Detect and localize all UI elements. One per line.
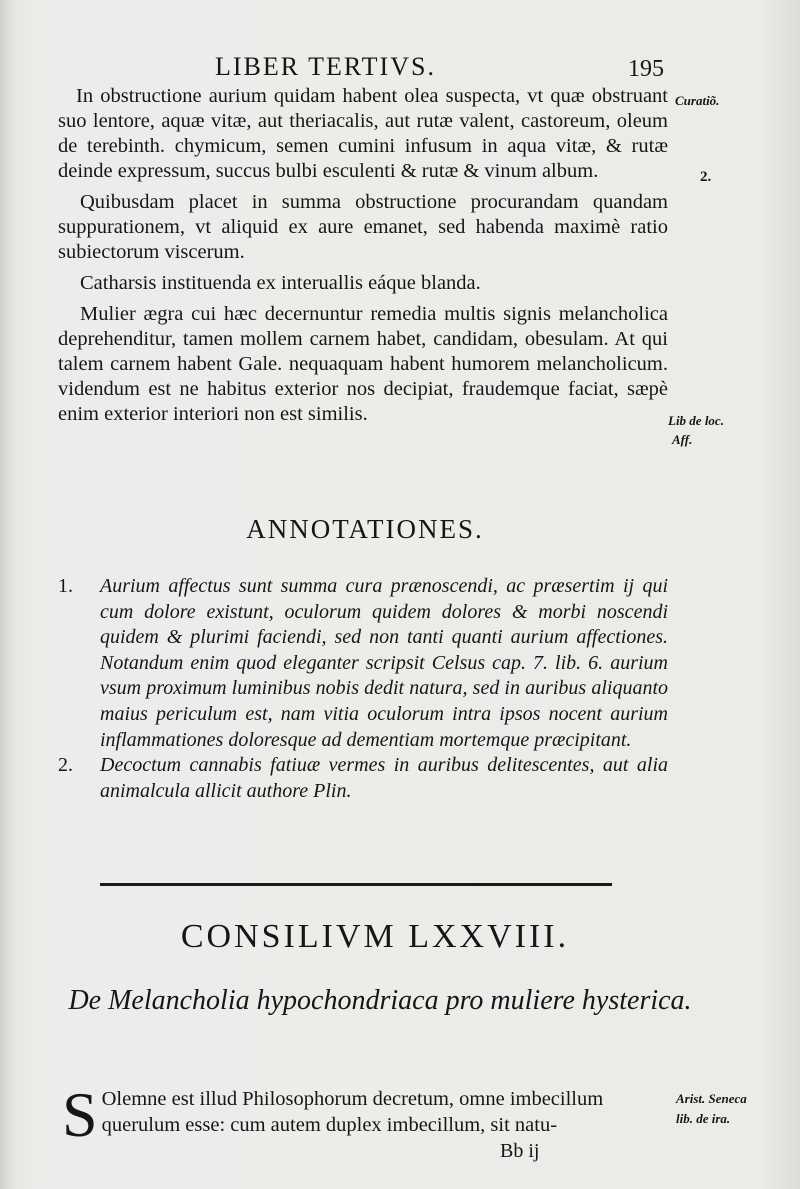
margin-note-number: 2. — [700, 169, 712, 185]
annotation-number: 1. — [58, 575, 73, 597]
annotation-number: 2. — [58, 754, 73, 777]
annotation-text: Aurium affectus sunt summa cura prænoscendi, ac præsertim ij qui cum dolore existunt, oculorum quidem dolores & morbi noscendi quidem & plurimi faciendi, sed non tanti quanti aurium affectiones. Notandum enim quod eleganter scripsit Celsus cap. 7. lib. 6. aurium vsum proximum luminibus nobis dedit natura, sed in auribus aliquanto maius periculum est, nam vitia oculorum intra ipsos nocent aurium inflammationes doloresque ad dementiam mortemque præcipitant. — [100, 575, 668, 751]
annotation-item — [58, 574, 668, 753]
drop-cap: S — [62, 1079, 98, 1150]
consilium-subtitle: De Melancholia hypochondriaca pro muliere hysterica. — [68, 985, 692, 1016]
margin-note-lib-de-loc: Lib de loc. — [668, 413, 724, 428]
running-head: LIBER TERTIVS. — [215, 52, 436, 81]
paragraph-obstructione: In obstructione aurium quidam habent olea suspecta, vt quæ obstruant suo lentore, aquæ vitæ, aut theriacalis, aut rutæ valent, castoreum, oleum de terebinth. chymicum, semen cumini infusum in aqua vitæ, & rutæ deinde expressum, succus bulbi esculenti & rutæ & vinum album. — [58, 85, 668, 182]
paragraph-suppuratio: Quibusdam placet in summa obstructione procurandam quandam suppurationem, vt aliquid ex aure emanet, sed habenda maximè ratio subiectorum viscerum. — [58, 191, 668, 263]
section-divider — [100, 883, 612, 886]
annotationes-heading: ANNOTATIONES. — [246, 514, 484, 544]
margin-note-arist: Arist. Seneca — [676, 1091, 747, 1106]
page-number: 195 — [628, 56, 664, 82]
margin-note-aff: Aff. — [672, 432, 693, 447]
main-text — [58, 84, 668, 433]
consilium-heading: CONSILIVM LXXVIII. — [180, 918, 570, 955]
signature-mark: Bb ij — [500, 1140, 540, 1162]
annotations-list — [58, 574, 668, 804]
annotation-text: Decoctum cannabis fatiuæ vermes in auribus delitescentes, aut alia animalcula allicit authore Plin. — [100, 754, 668, 802]
opening-paragraph — [62, 1079, 672, 1150]
margin-note-curatio: Curatiõ. — [675, 93, 720, 108]
annotation-item — [58, 753, 668, 804]
opening-text: Olemne est illud Philosophorum decretum, omne imbecillum querulum esse: cum autem duplex imbecillum, sit natu- — [101, 1088, 604, 1136]
paragraph-catharsis: Catharsis instituenda ex interuallis eáque blanda. — [80, 272, 481, 294]
paragraph-mulier: Mulier ægra cui hæc decernuntur remedia multis signis melancholica deprehenditur, tamen mollem carnem habet, candidam, obesulam. At qui talem carnem habent Gale. nequaquam habent humorem melancholicum. videndum est ne habitus exterior nos decipiat, fraudemque faciat, sæpè enim exterior interiori non est similis. — [58, 303, 668, 425]
margin-note-lib-de-ira: lib. de ira. — [676, 1111, 731, 1126]
